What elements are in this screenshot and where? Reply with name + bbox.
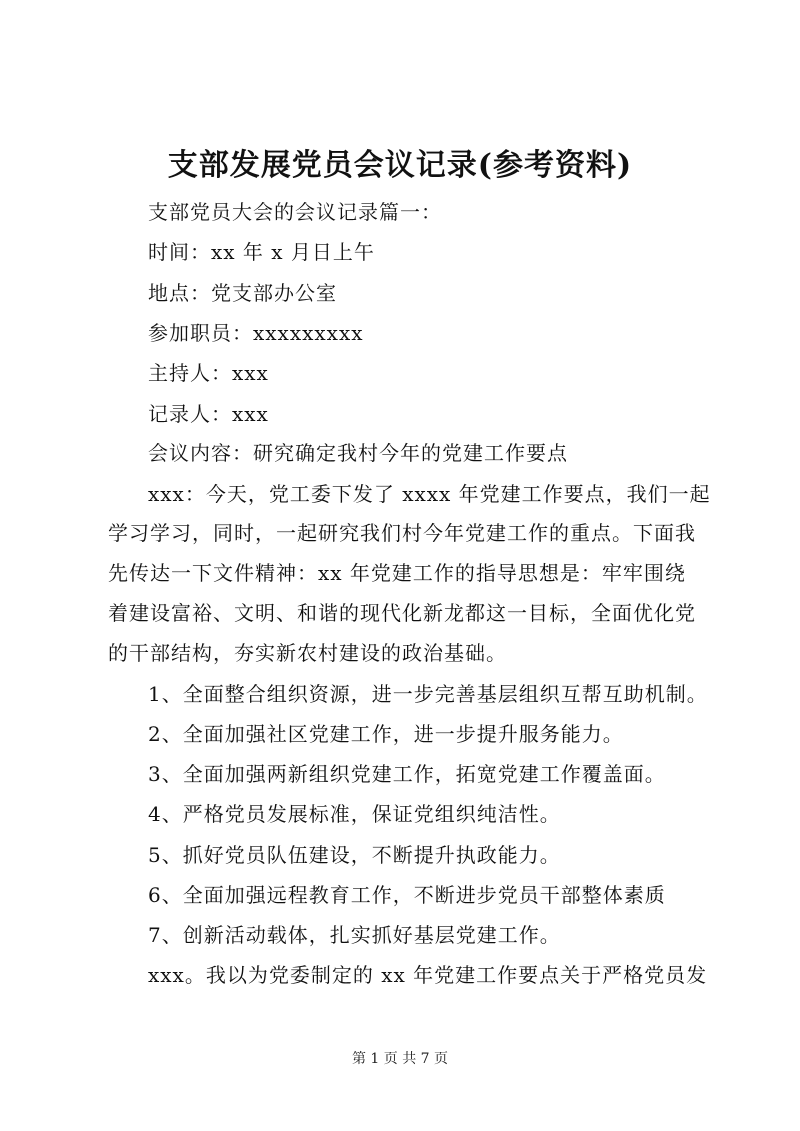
meeting-time: 时间：xx 年 x 月日上午 <box>148 240 375 264</box>
document-title: 支部发展党员会议记录(参考资料) <box>167 148 633 183</box>
list-item: 6、全面加强远程教育工作，不断进步党员干部整体素质 <box>148 883 666 907</box>
list-item: 1、全面整合组织资源，进一步完善基层组织互帮互助机制。 <box>148 682 708 706</box>
meeting-place: 地点：党支部办公室 <box>148 281 337 305</box>
list-item: 2、全面加强社区党建工作，进一步提升服务能力。 <box>148 722 624 746</box>
list-item: 7、创新活动载体，扎实抓好基层党建工作。 <box>148 923 561 947</box>
list-item: 4、严格党员发展标准，保证党组织纯洁性。 <box>148 802 561 826</box>
page-number: 第 1 页 共 7 页 <box>351 1051 449 1067</box>
list-item: 3、全面加强两新组织党建工作，拓宽党建工作覆盖面。 <box>148 762 666 786</box>
list-item: 5、抓好党员队伍建设，不断提升执政能力。 <box>148 843 561 867</box>
speech-line: xxx：今天，党工委下发了 xxxx 年党建工作要点，我们一起 <box>148 482 711 506</box>
meeting-recorder: 记录人：xxx <box>148 402 269 426</box>
speech-line: 的干部结构，夯实新农村建设的政治基础。 <box>108 641 507 665</box>
meeting-attendees: 参加职员：xxxxxxxxx <box>148 321 364 345</box>
speech-line: 学习学习，同时，一起研究我们村今年党建工作的重点。下面我 <box>108 521 696 545</box>
speech-line: 先传达一下文件精神：xx 年党建工作的指导思想是：牢牢围绕 <box>108 561 686 585</box>
speech-line: 着建设富裕、文明、和谐的现代化新龙都这一目标，全面优化党 <box>108 601 696 625</box>
meeting-content: 会议内容：研究确定我村今年的党建工作要点 <box>148 441 568 465</box>
closing-line: xxx。我以为党委制定的 xx 年党建工作要点关于严格党员发 <box>148 963 708 987</box>
meeting-host: 主持人：xxx <box>148 361 269 385</box>
section-heading: 支部党员大会的会议记录篇一： <box>148 200 442 224</box>
